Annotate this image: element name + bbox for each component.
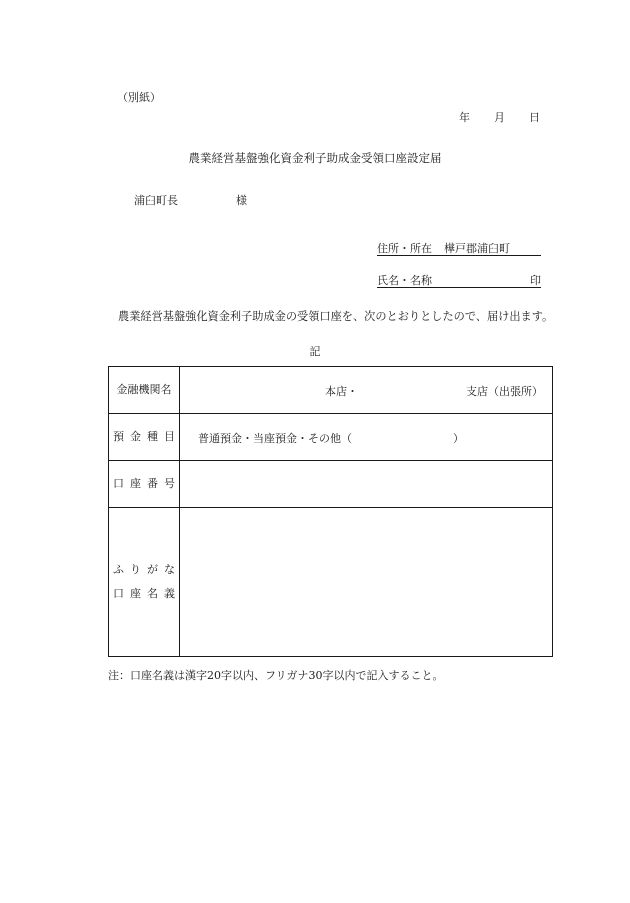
holder-label — [109, 508, 180, 656]
date-line — [459, 109, 540, 125]
ki-heading: 記 — [309, 345, 321, 358]
table-row-bank — [109, 367, 552, 414]
name-label: 氏名・名称 — [377, 274, 432, 287]
address-field — [377, 240, 541, 256]
document-title: 農業経営基盤強化資金利子助成金受領口座設定届 — [188, 151, 442, 165]
addressee-honorific: 様 — [236, 194, 247, 207]
number-value — [180, 461, 552, 507]
furigana-label: ふりがな — [113, 563, 181, 576]
footnote: 注：口座名義は漢字20字以内、フリガナ30字以内で記入すること。 — [108, 669, 444, 682]
account-table — [108, 366, 553, 657]
bank-value — [180, 367, 552, 413]
type-close-paren: ） — [453, 432, 464, 445]
name-field — [377, 272, 541, 288]
number-label: 口座番号 — [109, 461, 180, 507]
bank-honten: 本店・ — [325, 385, 358, 398]
type-label: 預金種目 — [109, 414, 180, 460]
address-value: 樺戸郡浦臼町 — [444, 242, 510, 255]
table-row-holder — [109, 508, 552, 656]
addressee — [134, 192, 247, 208]
body-text: 農業経営基盤強化資金利子助成金の受領口座を、次のとおりとしたので、届け出ます。 — [118, 310, 554, 323]
address-line — [377, 240, 541, 256]
holder-name-label: 口座名義 — [113, 587, 181, 600]
date-year: 年 — [459, 111, 470, 124]
bank-shiten: 支店（出張所） — [466, 385, 543, 398]
bank-label: 金融機関名 — [109, 367, 180, 413]
date-day: 日 — [529, 111, 540, 124]
table-row-number — [109, 461, 552, 508]
date-month: 月 — [494, 111, 505, 124]
table-row-type — [109, 414, 552, 461]
attachment-label: （別紙） — [117, 91, 161, 104]
addressee-name: 浦臼町長 — [134, 194, 178, 207]
holder-value — [180, 508, 552, 656]
seal-mark: 印 — [530, 274, 541, 287]
type-options: 普通預金・当座預金・その他（ — [198, 432, 352, 445]
type-value — [180, 414, 552, 460]
address-label: 住所・所在 — [377, 242, 432, 255]
name-line — [377, 272, 541, 288]
